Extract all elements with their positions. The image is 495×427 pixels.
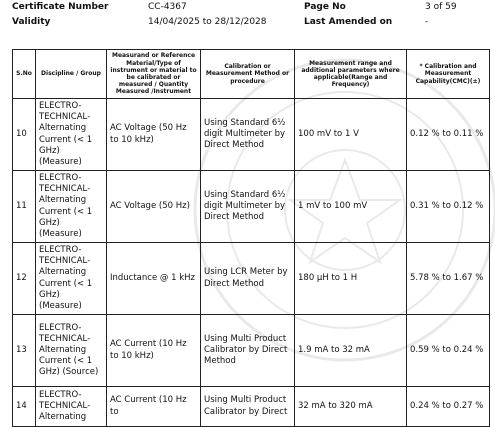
cell-group: ELECTRO-TECHNICAL-Alternating Current (< 1 GHz) (Measure) xyxy=(36,99,107,171)
cell-method: Using Standard 6½ digit Multimeter by Direct Method xyxy=(201,171,295,243)
cell-range: 180 µH to 1 H xyxy=(295,243,407,315)
validity-label: Validity xyxy=(12,17,51,27)
table-row xyxy=(13,171,490,243)
cell-sno: 12 xyxy=(13,243,36,315)
cell-cmc: 0.59 % to 0.24 % xyxy=(407,315,490,387)
column-header-cmc: * Calibration and Measurement Capability(CMC)(±) xyxy=(407,50,490,99)
cell-cmc: 0.24 % to 0.27 % xyxy=(407,387,490,427)
page-no-label: Page No xyxy=(304,2,346,12)
page-no-value: 3 of 59 xyxy=(425,2,457,12)
cell-range: 1.9 mA to 32 mA xyxy=(295,315,407,387)
scope-table xyxy=(12,49,490,427)
cell-group: ELECTRO-TECHNICAL-Alternating Current (< 1 GHz) (Source) xyxy=(36,315,107,387)
table-row xyxy=(13,243,490,315)
cell-group: ELECTRO-TECHNICAL-Alternating Current (< 1 GHz) (Measure) xyxy=(36,243,107,315)
cell-sno: 10 xyxy=(13,99,36,171)
table-row xyxy=(13,315,490,387)
cell-measurand: AC Current (10 Hz to xyxy=(107,387,201,427)
certificate-number-value: CC-4367 xyxy=(148,2,187,12)
cell-range: 100 mV to 1 V xyxy=(295,99,407,171)
cell-method: Using LCR Meter by Direct Method xyxy=(201,243,295,315)
column-header-range: Measurement range and additional parameters where applicable(Range and Frequency) xyxy=(295,50,407,99)
cell-group: ELECTRO-TECHNICAL-Alternating Current (< 1 GHz) (Measure) xyxy=(36,171,107,243)
cell-sno: 13 xyxy=(13,315,36,387)
table-row xyxy=(13,99,490,171)
last-amended-label: Last Amended on xyxy=(304,17,393,27)
cell-range: 1 mV to 100 mV xyxy=(295,171,407,243)
cell-sno: 14 xyxy=(13,387,36,427)
cell-sno: 11 xyxy=(13,171,36,243)
cell-method: Using Multi Product Calibrator by Direct Method xyxy=(201,315,295,387)
cell-measurand: Inductance @ 1 kHz xyxy=(107,243,201,315)
column-header-measurand: Measurand or Reference Material/Type of instrument or material to be calibrated or measured / Quantity Measured /Instrument xyxy=(107,50,201,99)
cell-cmc: 5.78 % to 1.67 % xyxy=(407,243,490,315)
cell-method: Using Multi Product Calibrator by Direct xyxy=(201,387,295,427)
last-amended-value: - xyxy=(425,17,429,27)
table-row xyxy=(13,387,490,427)
cell-cmc: 0.31 % to 0.12 % xyxy=(407,171,490,243)
cell-method: Using Standard 6½ digit Multimeter by Direct Method xyxy=(201,99,295,171)
column-header-sno: S.No xyxy=(13,50,36,99)
cell-group: ELECTRO-TECHNICAL-Alternating xyxy=(36,387,107,427)
column-header-method: Calibration or Measurement Method or procedure xyxy=(201,50,295,99)
certificate-number-label: Certificate Number xyxy=(12,2,109,12)
cell-measurand: AC Voltage (50 Hz to 10 kHz) xyxy=(107,99,201,171)
validity-value: 14/04/2025 to 28/12/2028 xyxy=(148,17,267,27)
cell-measurand: AC Voltage (50 Hz) xyxy=(107,171,201,243)
cell-range: 32 mA to 320 mA xyxy=(295,387,407,427)
cell-cmc: 0.12 % to 0.11 % xyxy=(407,99,490,171)
column-header-discipline: Discipline / Group xyxy=(36,50,107,99)
table-header-row xyxy=(13,50,490,99)
cell-measurand: AC Current (10 Hz to 10 kHz) xyxy=(107,315,201,387)
